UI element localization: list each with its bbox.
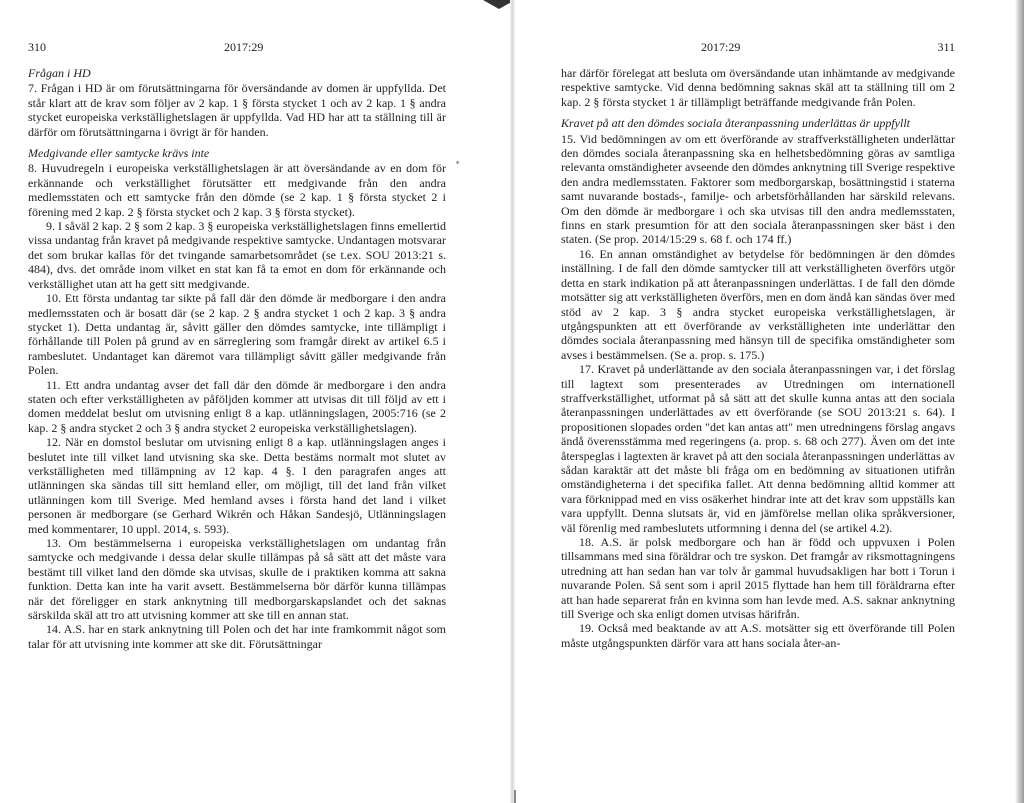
- paragraph: 9. I såväl 2 kap. 2 § som 2 kap. 3 § europeiska verkställighetslagen finns emellertid vissa undantag från kravet på medgivande respektive samtycke. Undantagen motsvarar det som brukar kallas för det tvingande samarbetsområdet (se t.ex. SOU 2013:21 s. 484), dvs. det område inom vilket en stat kan få ta emot en dom för erkännande och verkställighet utan att ha gett sitt medgivande.: [28, 219, 446, 291]
- right-case-year: 2017:29: [701, 40, 741, 54]
- left-page-body: [28, 66, 446, 651]
- left-page-number: 310: [28, 40, 46, 54]
- paragraph: 8. Huvudregeln i europeiska verkställighetslagen är att översändande av en dom för erkännande och verkställighet förutsätter ett medgivande från den andra medlemsstaten och ett samtycke från den dömde (se 2 kap. 1 § första stycket 2 i förening med 2 kap. 2 § första stycket och 2 kap. 3 § första stycket).: [28, 161, 446, 219]
- right-page: [561, 40, 955, 650]
- left-page: [28, 40, 446, 651]
- left-running-header: [28, 40, 446, 56]
- paragraph: 17. Kravet på underlättande av den sociala återanpassningen var, i det förslag till lagtext som presenterades av Utredningen om internationell straffverkställighet, utformat på så sätt att det skulle kunna antas att den sociala återanpassningen underlättades av ett överförande (se SOU 2013:21 s. 64). I propositionen slopades orden "det kan antas att" men utredningens förslag angavs ändå överensstämma med regeringens (a. prop. s. 68 och 277). Även om det inte återspeglas i lagtexten är kravet på att den sociala återanpassningen underlättas av sådan karaktär att det måste bli fråga om en bedömning av situationen utifrån omständigheterna i det specifika fallet. Att denna bedömning alltid kommer att vara förknippad med en viss osäkerhet hindrar inte att det krav som uppställs kan vara uppfyllt. Denna slutsats är, vid en jämförelse mellan olika språkversioner, väl förenlig med rambeslutets utformning i denna del (se artikel 4.2).: [561, 362, 955, 535]
- paragraph: 11. Ett andra undantag avser det fall där den dömde är medborgare i den andra staten och efter verkställigheten av påföljden kommer att utvisas dit till följd av ett i domen meddelat beslut om utvisning enligt 8 a kap. utlänningslagen, 2005:716 (se 2 kap. 2 § andra stycket 2 och 3 § andra stycket 2 europeiska verkställighetslagen).: [28, 377, 446, 435]
- section-heading: Medgivande eller samtycke krävs inte: [28, 146, 210, 161]
- right-page-number: 311: [937, 40, 955, 54]
- paragraph: 7. Frågan i HD är om förutsättningarna för översändande av domen är uppfyllda. Det står klart att de krav som följer av 2 kap. 1 § första stycket 1 och av 2 kap. 1 § andra stycket europeiska verkställighetslagen är uppfyllda. Vad HD har att ta ställning till är därför om förutsättningarna i övrigt är för handen.: [28, 81, 446, 139]
- paragraph: har därför förelegat att besluta om översändande utan inhämtande av medgivande respektive samtycke. Vid denna bedömning saknas skäl att ta ställning till om 2 kap. 2 § första stycket 1 är tillämpligt beträffande medgivande från Polen.: [561, 66, 955, 109]
- section-heading: Kravet på att den dömdes sociala återanpassning underlättas är uppfyllt: [561, 116, 910, 131]
- paragraph: 16. En annan omständighet av betydelse för bedömningen är den dömdes inställning. I de fall den dömde samtycker till att verkställigheten överförs utgör detta en stark indikation på att återanpassningen underlättas. I de fall den dömde motsätter sig att verkställigheten överförs, men en dom ändå kan sändas över med stöd av 2 kap. 3 § andra stycket europeiska verkställighetslagen, är utgångspunkten att ett överförande av verkställigheten inte underlättar den dömdes sociala återanpassning med hänsyn till de specifika omständigheter som avses i bestämmelsen. (Se a. prop. s. 175.): [561, 246, 955, 362]
- book-gutter: [510, 0, 515, 803]
- right-running-header: [561, 40, 955, 56]
- section-heading: Frågan i HD: [28, 66, 91, 80]
- scan-speck: ∗: [455, 158, 461, 167]
- paragraph-gap: [28, 139, 446, 146]
- paragraph: 19. Också med beaktande av att A.S. motsätter sig ett överförande till Polen måste utgångspunkten därför vara att hans sociala åter-an-: [561, 621, 955, 650]
- paragraph: 12. När en domstol beslutar om utvisning enligt 8 a kap. utlänningslagen anges i beslutet inte till vilket land utvisning ska ske. Detta bestäms normalt mot slutet av verkställigheten med tillämpning av 12 kap. 4 §. I den paragrafen anges att utlänningen ska sändas till sitt hemland eller, om möjligt, till det land från vilket utlänningen kom till Sverige. Med hemland avses i första hand det land i vilket personen är medborgare (se Gerhard Wikrén och Håkan Sandesjö, Utlänningslagen med kommentarer, 10 uppl. 2014, s. 593).: [28, 435, 446, 536]
- paragraph: 15. Vid bedömningen av om ett överförande av straffverkställigheten underlättar den dömdes sociala återanpassning ska en helhetsbedömning göras av samtliga relevanta omständigheter avseende den dömdes anknytning till Sverige respektive den andra medlemsstaten. Faktorer som medborgarskap, bosättningstid i staterna samt nuvarande bostads-, familje- och arbetsförhållanden har särskild relevans. Om den dömde är medborgare i och ska utvisas till den andra medlemsstaten, finns en stark presumtion för att den sociala återanpassningen sker bäst i den staten. (Se prop. 2014/15:29 s. 68 f. och 174 ff.): [561, 131, 955, 247]
- paragraph: 18. A.S. är polsk medborgare och han är född och uppvuxen i Polen tillsammans med sina föräldrar och tre syskon. Det framgår av riksmottagningens utredning att han sedan han var tolv år gammal huvudsakligen har bott i Torun i nuvarande Polen. Så sent som i april 2015 flyttade han hem till föräldrarna efter att han hade separerat från en kvinna som han levde med. A.S. saknar anknytning till Sverige och ska enligt domen utvisas härifrån.: [561, 535, 955, 622]
- paragraph: 14. A.S. har en stark anknytning till Polen och det har inte framkommit något som talar för att utvisning inte kommer att ske dit. Förutsättningar: [28, 622, 446, 651]
- paragraph: 13. Om bestämmelserna i europeiska verkställighetslagen om undantag från samtycke och medgivande i dessa delar skulle tillämpas på så sätt att det måste vara bestämt till vilket land den dömde ska utvisas, skulle de i praktiken komma att sakna funktion. Detta kan inte ha varit avsett. Bestämmelserna bör därför kunna tillämpas när det föreligger en stark anknytning till medborgarskapslandet och det saknas särskilda skäl att tro att utvisning kommer att ske till en annan stat.: [28, 536, 446, 623]
- paragraph: 10. Ett första undantag tar sikte på fall där den dömde är medborgare i den andra medlemsstaten och är bosatt där (se 2 kap. 2 § andra stycket 1 och 2 kap. 3 § andra stycket 1). Detta undantag är, såvitt gäller den dömdes samtycke, inte tillämpligt i förhållande till Polen på grund av en särreglering som framgår direkt av artikel 6.5 i rambeslutet. Undantaget kan däremot vara tillämpligt såvitt gäller medgivande från Polen.: [28, 291, 446, 378]
- paragraph-gap: [561, 109, 955, 116]
- right-page-body: [561, 66, 955, 650]
- page-edge-shadow: [1015, 0, 1024, 803]
- left-case-year: 2017:29: [224, 40, 264, 54]
- gutter-mark: [514, 790, 516, 803]
